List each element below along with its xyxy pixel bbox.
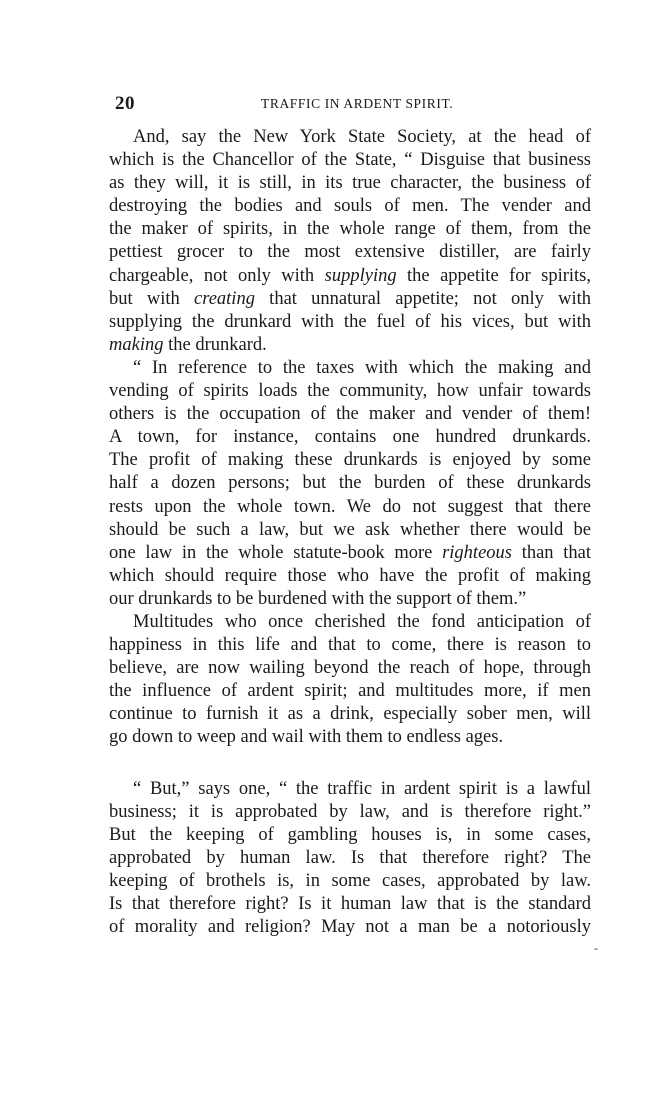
text-line: Is that therefore right? Is it human law that is the standard: [109, 894, 591, 914]
text-line: should be such a law, but we ask whether there would be: [109, 519, 591, 540]
text-line: happiness in this life and that to come, there is reason to: [109, 635, 591, 656]
text-line: business; it is approbated by law, and is therefore right.”: [109, 801, 591, 822]
text-line: [109, 288, 591, 311]
text-line: [109, 334, 591, 357]
text-line: others is the occupation of the maker and vender of them!: [109, 404, 591, 425]
text-line: The profit of making these drunkards is enjoyed by some: [109, 450, 591, 471]
page-header: [113, 93, 591, 117]
text-line: supplying the drunkard with the fuel of his vices, but with: [109, 311, 591, 332]
text-line: half a dozen persons; but the burden of these drunkards: [109, 473, 591, 494]
text-line: the maker of spirits, in the whole range of them, from the: [109, 219, 591, 240]
text-line: “ In reference to the taxes with which the making and: [133, 357, 591, 378]
text-line: our drunkards to be burdened with the support of them.”: [109, 588, 527, 609]
section-gap: [109, 750, 591, 778]
italic-word: making: [109, 334, 164, 355]
text-segment: but with: [109, 288, 194, 309]
text-line: keeping of brothels is, in some cases, approbated by law.: [109, 870, 591, 891]
text-line: A town, for instance, contains one hundred drunkards.: [109, 427, 591, 448]
italic-word: supplying: [324, 265, 397, 286]
body-text: [109, 126, 591, 939]
italic-word: creating: [193, 288, 255, 309]
paragraph-4: [109, 778, 591, 940]
text-segment: that unnatural appetite; not only with: [254, 288, 592, 309]
italic-word: righteous: [442, 542, 512, 563]
paragraph-2: [109, 357, 591, 611]
running-head: TRAFFIC IN ARDENT SPIRIT.: [261, 96, 454, 111]
text-line: the influence of ardent spirit; and multitudes more, if men: [109, 681, 591, 702]
text-line: as they will, it is still, in its true character, the business of: [109, 173, 591, 194]
text-segment: the drunkard.: [163, 334, 267, 355]
text-line: [109, 542, 591, 565]
text-line: which is the Chancellor of the State, “ Disguise that business: [109, 150, 591, 171]
text-line: And, say the New York State Society, at the head of: [133, 127, 591, 147]
text-segment: than that: [511, 542, 592, 563]
text-line: approbated by human law. Is that therefore right? The: [109, 847, 591, 868]
text-line: pettiest grocer to the most extensive distiller, are fairly: [109, 242, 591, 263]
text-line: [109, 265, 591, 288]
text-line: of morality and religion? May not a man be a notoriously: [109, 917, 591, 938]
text-line: Multitudes who once cherished the fond anticipation of: [133, 611, 591, 632]
text-segment: chargeable, not only with: [109, 265, 325, 286]
text-line: “ But,” says one, “ the traffic in ardent spirit is a lawful: [133, 778, 591, 799]
text-line: But the keeping of gambling houses is, in some cases,: [109, 824, 591, 845]
paragraph-3: [109, 611, 591, 750]
paragraph-1: [109, 126, 591, 357]
page-number: 20: [115, 93, 135, 114]
text-segment: the appetite for spirits,: [396, 265, 591, 286]
text-line: continue to furnish it as a drink, especially sober men, will: [109, 704, 591, 725]
text-line: vending of spirits loads the community, how unfair towards: [109, 381, 591, 402]
text-line: which should require those who have the profit of making: [109, 565, 591, 586]
text-line: go down to weep and wail with them to endless ages.: [109, 727, 504, 748]
margin-mark: -: [594, 941, 598, 955]
text-line: destroying the bodies and souls of men. The vender and: [109, 196, 591, 217]
text-segment: one law in the whole statute-book more: [109, 542, 443, 563]
text-line: rests upon the whole town. We do not suggest that there: [109, 496, 591, 517]
text-line: believe, are now wailing beyond the reach of hope, through: [109, 658, 591, 679]
